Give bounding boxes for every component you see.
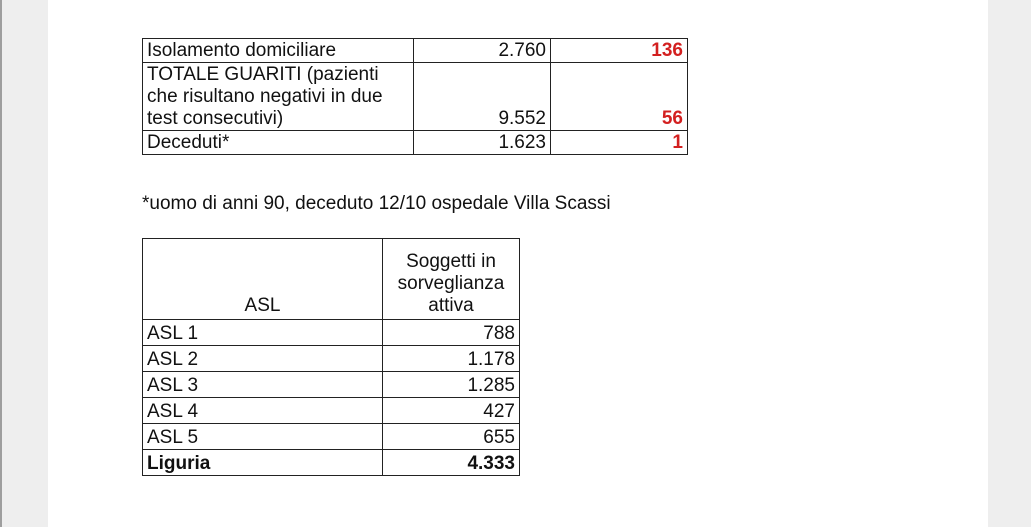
row-label: Deceduti* — [143, 131, 414, 155]
table-row — [143, 346, 520, 372]
asl-name: ASL 4 — [143, 398, 383, 424]
row-delta: 56 — [551, 63, 688, 131]
table-row — [143, 398, 520, 424]
total-value: 4.333 — [383, 450, 520, 476]
asl-value: 1.285 — [383, 372, 520, 398]
document-page — [48, 0, 988, 527]
row-delta: 136 — [551, 39, 688, 63]
table-row — [143, 63, 688, 131]
row-delta: 1 — [551, 131, 688, 155]
total-name: Liguria — [143, 450, 383, 476]
row-label: TOTALE GUARITI (pazienti che risultano negativi in due test consecutivi) — [143, 63, 414, 131]
asl-name: ASL 5 — [143, 424, 383, 450]
asl-name: ASL 1 — [143, 320, 383, 346]
summary-table — [142, 38, 688, 155]
table-row — [143, 424, 520, 450]
header-asl: ASL — [143, 239, 383, 320]
asl-value: 655 — [383, 424, 520, 450]
row-label: Isolamento domiciliare — [143, 39, 414, 63]
asl-value: 427 — [383, 398, 520, 424]
table-total-row — [143, 450, 520, 476]
asl-table — [142, 238, 520, 476]
table-row — [143, 39, 688, 63]
asl-value: 1.178 — [383, 346, 520, 372]
row-total: 2.760 — [414, 39, 551, 63]
footnote: *uomo di anni 90, deceduto 12/10 ospedale Villa Scassi — [142, 193, 611, 214]
row-total: 9.552 — [414, 63, 551, 131]
asl-value: 788 — [383, 320, 520, 346]
table-row — [143, 320, 520, 346]
row-total: 1.623 — [414, 131, 551, 155]
viewer-left-edge — [0, 0, 2, 527]
asl-name: ASL 3 — [143, 372, 383, 398]
table-row — [143, 131, 688, 155]
table-header-row — [143, 239, 520, 320]
header-surveillance: Soggetti in sorveglianza attiva — [383, 239, 520, 320]
table-row — [143, 372, 520, 398]
asl-name: ASL 2 — [143, 346, 383, 372]
